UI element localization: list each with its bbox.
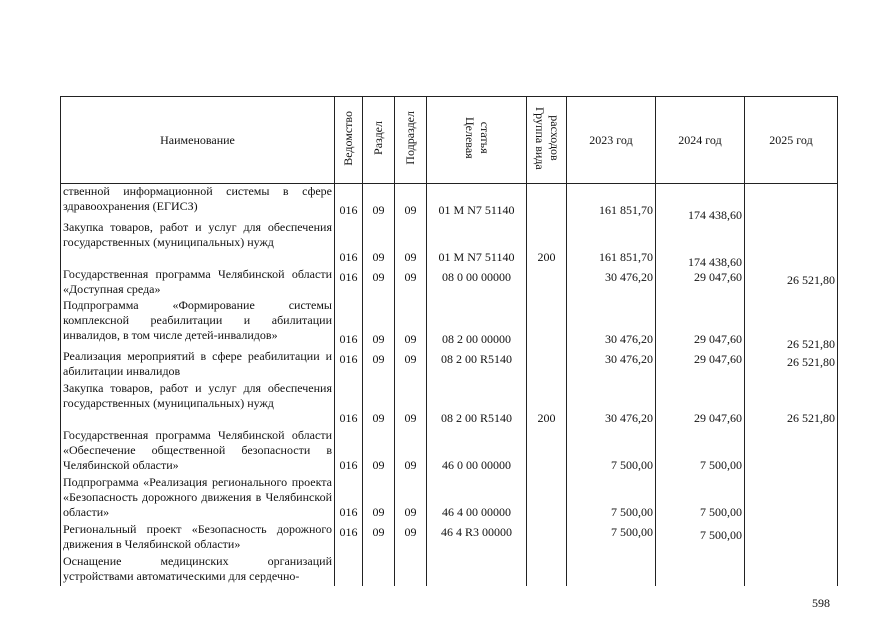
row-podrazdel: 09 bbox=[395, 349, 427, 381]
row-gruppa: 200 bbox=[527, 220, 567, 267]
row-amount-2024: 174 438,60 bbox=[656, 187, 745, 223]
header-gruppa-vida-rashodov: Группа вида расходов bbox=[527, 97, 567, 184]
row-amount-2023: 161 851,70 bbox=[567, 220, 656, 267]
row-name: Государственная программа Челябинской области «Доступная среда» bbox=[61, 267, 335, 298]
row-amount-2024: 174 438,60 bbox=[656, 223, 745, 270]
row-gruppa: 200 bbox=[527, 381, 567, 428]
row-tselevaya-statya: 08 2 00 R5140 bbox=[427, 349, 527, 381]
row-razdel: 09 bbox=[363, 220, 395, 267]
row-name: Региональный проект «Безопасность дорожного движения в Челябинской области» bbox=[61, 522, 335, 554]
row-amount-2024: 7 500,00 bbox=[656, 428, 745, 475]
row-amount-2023: 30 476,20 bbox=[567, 298, 656, 349]
row-tselevaya-statya: 01 M N7 51140 bbox=[427, 184, 527, 220]
row-vedomstvo: 016 bbox=[335, 267, 363, 298]
row-name: Государственная программа Челябинской области «Обеспечение общественной безопасности в Челябинской области» bbox=[61, 428, 335, 475]
header-name: Наименование bbox=[61, 97, 335, 184]
row-gruppa bbox=[527, 428, 567, 475]
row-amount-2025: 26 521,80 bbox=[745, 349, 838, 381]
row-vedomstvo: 016 bbox=[335, 184, 363, 220]
row-vedomstvo: 016 bbox=[335, 428, 363, 475]
row-amount-2025: 26 521,80 bbox=[745, 301, 838, 352]
row-tselevaya-statya: 08 2 00 R5140 bbox=[427, 381, 527, 428]
table-row bbox=[61, 267, 838, 298]
row-amount-2025 bbox=[745, 187, 838, 223]
row-gruppa bbox=[527, 522, 567, 554]
row-amount-2025 bbox=[745, 522, 838, 554]
row-amount-2025: 26 521,80 bbox=[745, 381, 838, 428]
row-razdel: 09 bbox=[363, 428, 395, 475]
row-gruppa bbox=[527, 184, 567, 220]
row-name: Подпрограмма «Реализация регионального проекта «Безопасность дорожного движения в Челябинской области» bbox=[61, 475, 335, 522]
header-vedomstvo: Ведомство bbox=[335, 97, 363, 184]
table-row bbox=[61, 298, 838, 349]
header-2025: 2025 год bbox=[745, 97, 838, 184]
table-row bbox=[61, 554, 838, 586]
row-vedomstvo: 016 bbox=[335, 522, 363, 554]
row-amount-2023: 7 500,00 bbox=[567, 522, 656, 554]
header-podrazdel: Подраздел bbox=[395, 97, 427, 184]
row-podrazdel: 09 bbox=[395, 220, 427, 267]
row-podrazdel: 09 bbox=[395, 267, 427, 298]
row-gruppa bbox=[527, 267, 567, 298]
row-amount-2023 bbox=[567, 554, 656, 586]
row-podrazdel: 09 bbox=[395, 522, 427, 554]
row-tselevaya-statya: 46 0 00 00000 bbox=[427, 428, 527, 475]
row-razdel: 09 bbox=[363, 298, 395, 349]
row-amount-2025 bbox=[745, 223, 838, 270]
row-amount-2024: 29 047,60 bbox=[656, 298, 745, 349]
row-gruppa bbox=[527, 554, 567, 586]
row-razdel: 09 bbox=[363, 349, 395, 381]
table-row bbox=[61, 184, 838, 220]
row-amount-2025 bbox=[745, 475, 838, 522]
row-gruppa bbox=[527, 298, 567, 349]
header-razdel: Раздел bbox=[363, 97, 395, 184]
table-row bbox=[61, 522, 838, 554]
row-podrazdel: 09 bbox=[395, 381, 427, 428]
table-header-row bbox=[61, 97, 838, 184]
row-name: ственной информационной системы в сфере здравоохранения (ЕГИСЗ) bbox=[61, 184, 335, 220]
page-number: 598 bbox=[812, 596, 830, 610]
row-razdel: 09 bbox=[363, 381, 395, 428]
row-vedomstvo: 016 bbox=[335, 220, 363, 267]
row-name: Подпрограмма «Формирование системы комплексной реабилитации и абилитации инвалидов, в том числе детей-инвалидов» bbox=[61, 298, 335, 349]
budget-table-container bbox=[60, 96, 838, 586]
row-amount-2024: 7 500,00 bbox=[656, 475, 745, 522]
row-razdel: 09 bbox=[363, 267, 395, 298]
header-2024: 2024 год bbox=[656, 97, 745, 184]
header-tselevaya-statya: Целевая статья bbox=[427, 97, 527, 184]
row-name: Закупка товаров, работ и услуг для обеспечения государственных (муниципальных) нужд bbox=[61, 220, 335, 267]
row-amount-2024: 29 047,60 bbox=[656, 267, 745, 298]
row-amount-2023: 7 500,00 bbox=[567, 428, 656, 475]
row-razdel: 09 bbox=[363, 475, 395, 522]
row-vedomstvo: 016 bbox=[335, 475, 363, 522]
row-tselevaya-statya bbox=[427, 554, 527, 586]
row-amount-2025 bbox=[745, 554, 838, 586]
row-podrazdel: 09 bbox=[395, 298, 427, 349]
row-vedomstvo: 016 bbox=[335, 349, 363, 381]
row-podrazdel: 09 bbox=[395, 475, 427, 522]
row-amount-2025: 26 521,80 bbox=[745, 267, 838, 298]
row-tselevaya-statya: 46 4 00 00000 bbox=[427, 475, 527, 522]
row-amount-2023: 161 851,70 bbox=[567, 184, 656, 220]
table-row bbox=[61, 349, 838, 381]
row-vedomstvo bbox=[335, 554, 363, 586]
row-amount-2023: 7 500,00 bbox=[567, 475, 656, 522]
row-amount-2023: 30 476,20 bbox=[567, 267, 656, 298]
row-gruppa bbox=[527, 349, 567, 381]
header-2023: 2023 год bbox=[567, 97, 656, 184]
row-podrazdel: 09 bbox=[395, 184, 427, 220]
row-name: Закупка товаров, работ и услуг для обеспечения государственных (муниципальных) нужд bbox=[61, 381, 335, 428]
row-razdel: 09 bbox=[363, 522, 395, 554]
row-amount-2024: 7 500,00 bbox=[656, 522, 745, 554]
row-vedomstvo: 016 bbox=[335, 381, 363, 428]
table-row bbox=[61, 428, 838, 475]
row-tselevaya-statya: 46 4 R3 00000 bbox=[427, 522, 527, 554]
table-row bbox=[61, 475, 838, 522]
row-tselevaya-statya: 01 M N7 51140 bbox=[427, 220, 527, 267]
row-tselevaya-statya: 08 0 00 00000 bbox=[427, 267, 527, 298]
row-name: Оснащение медицинских организаций устройствами автоматическими для сердечно- bbox=[61, 554, 335, 586]
row-amount-2024: 29 047,60 bbox=[656, 381, 745, 428]
row-razdel bbox=[363, 554, 395, 586]
row-amount-2023: 30 476,20 bbox=[567, 349, 656, 381]
row-podrazdel: 09 bbox=[395, 428, 427, 475]
row-name: Реализация мероприятий в сфере реабилитации и абилитации инвалидов bbox=[61, 349, 335, 381]
row-podrazdel bbox=[395, 554, 427, 586]
row-amount-2025 bbox=[745, 428, 838, 475]
row-gruppa bbox=[527, 475, 567, 522]
table-row bbox=[61, 381, 838, 428]
table-row bbox=[61, 220, 838, 267]
row-vedomstvo: 016 bbox=[335, 298, 363, 349]
row-amount-2023: 30 476,20 bbox=[567, 381, 656, 428]
budget-table bbox=[60, 96, 838, 586]
row-razdel: 09 bbox=[363, 184, 395, 220]
row-amount-2024 bbox=[656, 554, 745, 586]
row-tselevaya-statya: 08 2 00 00000 bbox=[427, 298, 527, 349]
row-amount-2024: 29 047,60 bbox=[656, 349, 745, 381]
